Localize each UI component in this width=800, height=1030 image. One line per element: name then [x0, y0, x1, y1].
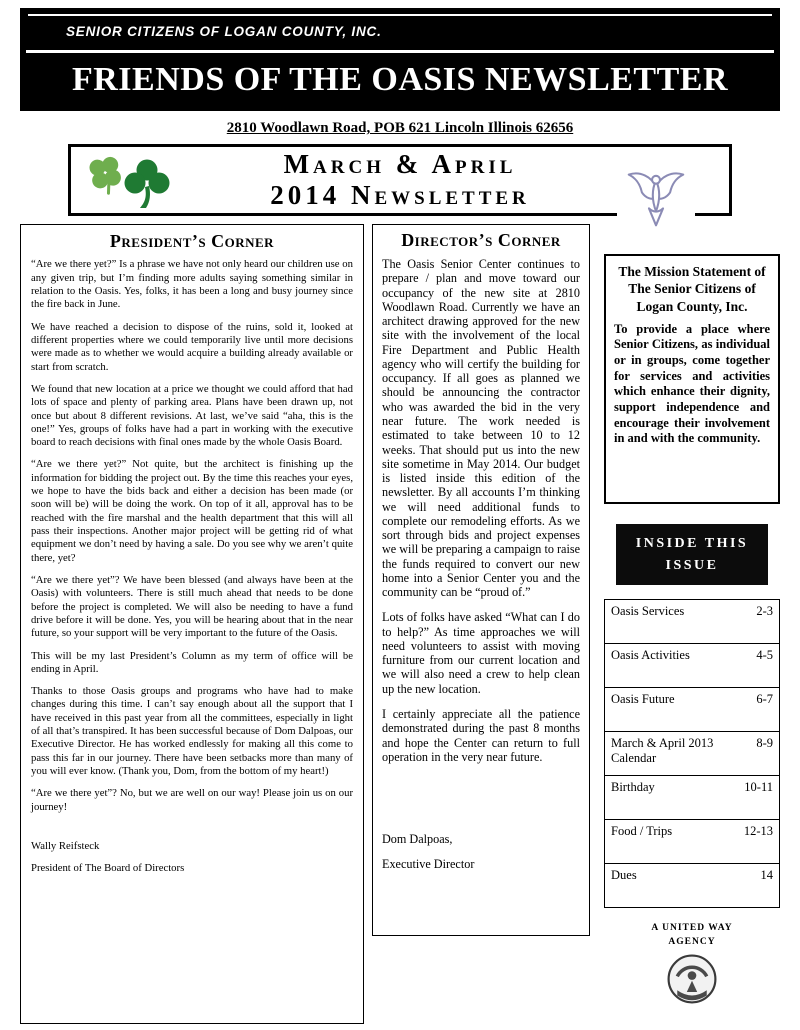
shamrock-icon [121, 157, 173, 213]
toc-item-pages: 14 [760, 868, 773, 883]
toc-item-pages: 12-13 [743, 824, 773, 839]
directors-paragraph: I certainly appreciate all the patience demonstrated during the past 8 months and hope the Center can return to full operation in the very near future. [382, 707, 580, 764]
toc-item-label: Oasis Activities [611, 648, 690, 663]
table-of-contents [604, 599, 780, 908]
issue-title-line1: March & April [283, 148, 517, 179]
presidents-signature-name: Wally Reifsteck [31, 839, 100, 852]
presidents-paragraph: This will be my last President’s Column as my term of office will be ending in April. [31, 649, 353, 675]
masthead-rule-top [28, 14, 772, 16]
united-way-logo-icon [604, 953, 780, 1010]
inside-this-issue-line2: ISSUE [665, 557, 719, 573]
address-line: 2810 Woodlawn Road, POB 621 Lincoln Illinois 62656 [226, 120, 574, 136]
content-columns [20, 224, 780, 1024]
toc-item-label: Birthday [611, 780, 655, 795]
directors-paragraph: The Oasis Senior Center continues to prepare / plan and move toward our occupancy of the new site at 2810 Woodlawn Road. Currently we have an architect drawing approved for the new site with the involvement of the local Fire Department and Public Health agency who will certify the building for occupancy. If all goes as planned we should be announcing the contractor who was awarded the bid in the very near future. The work needed is estimated to take between 10 to 12 weeks. That should put us into the new site sometime in May 2014. Our budget is listed inside this edition of the newsletter. By all accounts I’m thinking we will need additional funds to complete our remodeling efforts. As we sort through bids and project expenses we will be preparing a campaign to raise the funds required to convert our new home into a Senior Center you and the community can be “proud of.” [382, 257, 580, 600]
toc-item-pages: 10-11 [744, 780, 773, 795]
toc-row [604, 863, 780, 908]
presidents-paragraph: “Are we there yet?” Not quite, but the architect is finishing up the information for bidding the project out. By the time this reaches your eyes, we hope to have the bids back and either a decision has been made (or soon will be) will be doing the work. On top of it all, approval has to be reached with the fire marshal and the health department that this will all pass their inspections. Another major project will be getting rid of what equipment we don’t need by having a sale. Do you see why we aren’t quite there, yet? [31, 458, 353, 564]
inside-this-issue-header [616, 524, 768, 585]
toc-item-label: Dues [611, 868, 637, 883]
dove-icon [617, 166, 695, 237]
toc-row [604, 775, 780, 820]
toc-row [604, 731, 780, 776]
directors-corner-title: Director’s Corner [401, 230, 561, 250]
masthead [20, 8, 780, 111]
united-way-line2: AGENCY [668, 936, 716, 947]
issue-title-line2: 2014 Newsletter [270, 180, 530, 210]
mission-statement-box [604, 254, 780, 504]
united-way-line1: A UNITED WAY [651, 923, 733, 934]
shamrock-icons [85, 153, 173, 213]
toc-row [604, 599, 780, 644]
united-way-agency [604, 922, 780, 1010]
directors-paragraph: Lots of folks have asked “What can I do to help?” As time approaches we will need volunteers to assist with moving furniture from our current location and we will also need a crew to help clean up the new location. [382, 610, 580, 696]
directors-signature-title: Executive Director [382, 857, 475, 872]
right-rail [604, 224, 780, 1010]
presidents-paragraph: “Are we there yet?” Is a phrase we have not only heard our children use on any given trip, but I’m finding more adults saying something similar in relation to the Oasis. Yes, folks, it has been a long and busy journey since the fire back in June. [31, 258, 353, 311]
org-name: SENIOR CITIZENS OF LOGAN COUNTY, INC. [66, 24, 382, 39]
toc-item-pages: 6-7 [756, 692, 773, 707]
presidents-paragraph: We found that new location at a price we thought we could afford that had lots of space and plenty of parking area. Plans have been drawn up, not once but about 8 different revisions. At last, we’ve said “aha, this is the one!” Yes, groups of folks have had a part in working with the executive board to reach decisions with final ones made by the whole Oasis Board. [31, 382, 353, 449]
toc-row [604, 687, 780, 732]
toc-item-pages: 8-9 [756, 736, 773, 751]
issue-banner [68, 144, 732, 216]
presidents-paragraph: Thanks to those Oasis groups and programs who have had to make changes during this time. I can’t say enough about all the support that I have received in this past year from all the committees, especially in light of all that’s transpired. It has been successful because of Dom Dalpoas, our Executive Director. He has worked endlessly for making all this come to pass this far in our journey. There have been setbacks more than many of you will ever know. (Thank you, Dom, from the bottom of my heart!) [31, 685, 353, 778]
inside-this-issue-line1: INSIDE THIS [635, 536, 749, 551]
presidents-paragraph: We have reached a decision to dispose of the ruins, sold it, looked at different properties where we could temporarily live until more decisions were made as to whether we would acquire a building already available or start from scratch. [31, 320, 353, 373]
issue-title [270, 149, 530, 211]
toc-item-label: March & April 2013 Calendar [611, 736, 714, 766]
toc-item-label: Oasis Services [611, 604, 685, 619]
directors-signature-name: Dom Dalpoas, [382, 832, 453, 847]
toc-item-label: Food / Trips [611, 824, 673, 839]
presidents-paragraph: “Are we there yet”? We have been blessed (and always have been at the Oasis) with volunteers. There is still much ahead that needs to be done before the project is completed. We will also be needing to have a fund drive before it will be done. Yes, you will be hearing about that in the near future, so your support will be very important to the future of the Oasis. [31, 573, 353, 640]
presidents-corner-section [20, 224, 364, 1024]
toc-item-label: Oasis Future [611, 692, 675, 707]
toc-row [604, 643, 780, 688]
mission-heading: The Mission Statement of The Senior Citizens of Logan County, Inc. [618, 264, 766, 314]
toc-row [604, 819, 780, 864]
newsletter-title: FRIENDS OF THE OASIS NEWSLETTER [71, 61, 729, 98]
toc-item-pages: 2-3 [756, 604, 773, 619]
presidents-paragraph: “Are we there yet”? No, but we are well on our way! Please join us on our journey! [31, 787, 353, 813]
directors-corner-section [372, 224, 590, 936]
mission-body: To provide a place where Senior Citizens, as individual or in groups, come together for services and activities which enhance their dignity, support independence and encourage their involvement in and with the community. [614, 321, 770, 446]
toc-item-pages: 4-5 [756, 648, 773, 663]
presidents-signature-title: President of The Board of Directors [31, 862, 185, 875]
presidents-corner-title: President’s Corner [109, 231, 275, 251]
